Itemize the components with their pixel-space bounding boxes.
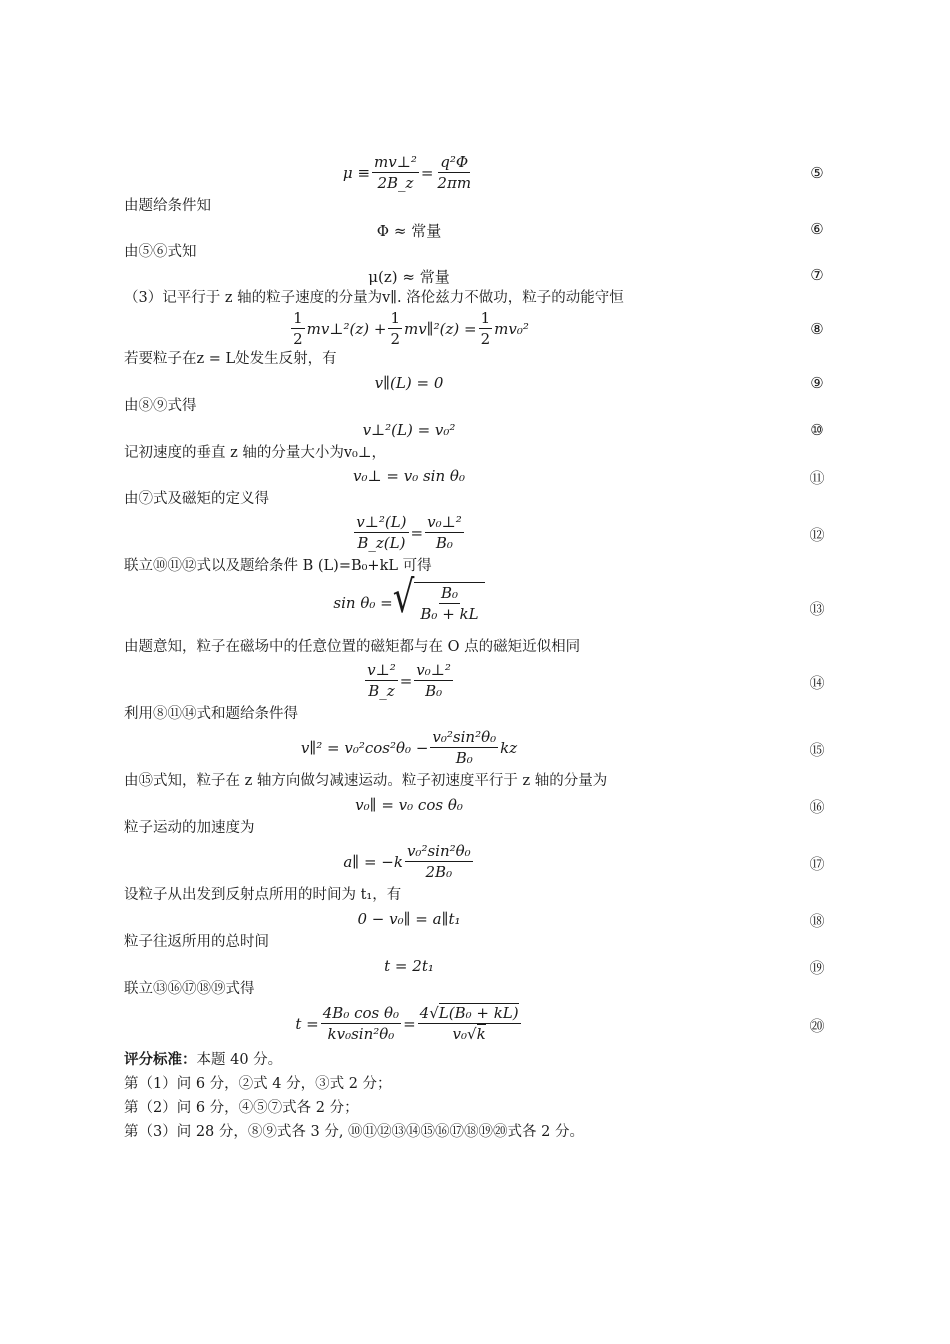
eq-number-10: ⑩ bbox=[810, 421, 824, 439]
eq6-text: Φ ≈ 常量 bbox=[376, 222, 442, 240]
eq8-half1-den: 2 bbox=[293, 330, 303, 348]
eq12-f1-den: B_z(L) bbox=[357, 534, 406, 552]
eq19-text: t = 2t₁ bbox=[384, 957, 434, 975]
equation-12 bbox=[124, 512, 694, 553]
sqrt-symbol: √ $\frac{\text{B₀}}{\text{B₀ + kL}}$ bbox=[393, 582, 485, 624]
equation-11 bbox=[124, 467, 694, 485]
text-line-9: 由题意知，粒子在磁场中的任意位置的磁矩都与在 O 点的磁矩近似相同 bbox=[124, 639, 581, 655]
eq13-num: B₀ bbox=[440, 584, 459, 602]
eq14-f2-num: v₀⊥² bbox=[416, 661, 451, 679]
text-line-5: 由⑧⑨式得 bbox=[124, 398, 197, 414]
eq10-text: v⊥²(L) = v₀² bbox=[362, 421, 456, 439]
eq14-f1-den: B_z bbox=[368, 682, 395, 700]
eq8-term1: mv⊥²(z) + bbox=[306, 319, 387, 338]
text-line-3: （3）记平行于 z 轴的粒子速度的分量为v∥. 洛伦兹力不做功，粒子的动能守恒 bbox=[124, 290, 624, 306]
eq-number-7: ⑦ bbox=[810, 266, 824, 284]
eq5-equals: = bbox=[420, 163, 434, 182]
eq-number-20: ⑳ bbox=[809, 1017, 825, 1035]
eq8-half1-num: 1 bbox=[293, 309, 303, 327]
text-line-4: 若要粒子在z = L处发生反射，有 bbox=[124, 351, 337, 367]
text-line-13: 设粒子从出发到反射点所用的时间为 t₁，有 bbox=[124, 887, 402, 903]
eq5-lhs: μ ≡ bbox=[342, 163, 371, 182]
eq16-text: v₀∥ = v₀ cos θ₀ bbox=[355, 796, 463, 814]
text-line-15: 联立⑬⑯⑰⑱⑲式得 bbox=[124, 981, 255, 997]
eq-number-13: ⑬ bbox=[809, 600, 825, 618]
eq-number-8: ⑧ bbox=[810, 320, 824, 338]
score-title: 评分标准： bbox=[124, 1051, 197, 1068]
equation-16 bbox=[124, 796, 694, 814]
eq20-f2-num-rad: L(B₀ + kL) bbox=[438, 1004, 519, 1022]
eq-number-12: ⑫ bbox=[809, 526, 825, 544]
score-line bbox=[124, 1051, 282, 1069]
eq13-den: B₀ + kL bbox=[420, 605, 479, 623]
eq-number-16: ⑯ bbox=[809, 798, 825, 816]
eq12-equals: = bbox=[410, 523, 424, 542]
eq5-frac2 bbox=[435, 152, 473, 193]
equation-17 bbox=[124, 841, 694, 882]
eq5-f1-den: 2B_z bbox=[377, 174, 414, 192]
equation-6 bbox=[124, 220, 694, 241]
score-item-2: 第（2）问 6 分，④⑤⑦式各 2 分； bbox=[124, 1100, 359, 1116]
text-line-11: 由⑮式知，粒子在 z 轴方向做匀减速运动。粒子初速度平行于 z 轴的分量为 bbox=[124, 773, 608, 789]
equation-14 bbox=[124, 660, 694, 701]
equation-13 bbox=[124, 571, 694, 624]
equation-10 bbox=[124, 421, 694, 439]
eq14-equals: = bbox=[399, 671, 413, 690]
eq20-f2-den-coef: v₀ bbox=[452, 1025, 468, 1043]
eq5-f1-num: mv⊥² bbox=[374, 153, 417, 171]
eq12-f2-num: v₀⊥² bbox=[427, 513, 462, 531]
eq15-den: B₀ bbox=[455, 749, 473, 767]
equation-18 bbox=[124, 910, 694, 928]
eq-number-11: ⑪ bbox=[809, 469, 825, 487]
eq20-equals: = bbox=[403, 1014, 416, 1033]
eq-number-17: ⑰ bbox=[809, 855, 825, 873]
eq17-lhs: a∥ = −k bbox=[343, 852, 403, 871]
eq20-f1-den: kv₀sin²θ₀ bbox=[327, 1025, 395, 1043]
text-line-2: 由⑤⑥式知 bbox=[124, 244, 197, 260]
eq15-rhs: kz bbox=[500, 738, 518, 757]
eq15-num: v₀²sin²θ₀ bbox=[432, 728, 497, 746]
eq-number-19: ⑲ bbox=[809, 959, 825, 977]
text-line-10: 利用⑧⑪⑭式和题给条件得 bbox=[124, 706, 298, 722]
eq13-lhs: sin θ₀ = bbox=[333, 594, 393, 612]
score-item-1: 第（1）问 6 分，②式 4 分，③式 2 分； bbox=[124, 1076, 392, 1092]
eq12-f2-den: B₀ bbox=[435, 534, 453, 552]
eq5-frac1 bbox=[372, 152, 419, 193]
score-text: 本题 40 分。 bbox=[196, 1052, 283, 1068]
text-line-6: 记初速度的垂直 z 轴的分量大小为v₀⊥， bbox=[124, 445, 386, 461]
eq9-text: v∥(L) = 0 bbox=[374, 374, 444, 392]
eq8-term2: mv∥²(z) = bbox=[403, 319, 477, 338]
eq17-den: 2B₀ bbox=[425, 863, 453, 881]
eq17-num: v₀²sin²θ₀ bbox=[406, 842, 471, 860]
eq8-half2-num: 1 bbox=[390, 309, 400, 327]
eq5-f2-den: 2πm bbox=[437, 174, 472, 192]
equation-7 bbox=[124, 266, 694, 287]
eq20-f1-num: 4B₀ cos θ₀ bbox=[322, 1004, 400, 1022]
eq12-f1-num: v⊥²(L) bbox=[356, 513, 407, 531]
eq15-lhs: v∥² = v₀²cos²θ₀ − bbox=[300, 738, 429, 757]
eq20-f2-den-rad: k bbox=[476, 1025, 486, 1043]
eq14-f1-num: v⊥² bbox=[367, 661, 396, 679]
equation-19 bbox=[124, 957, 694, 975]
eq-number-9: ⑨ bbox=[810, 374, 824, 392]
eq8-half2-den: 2 bbox=[390, 330, 400, 348]
equation-15 bbox=[124, 727, 694, 768]
eq-number-18: ⑱ bbox=[809, 912, 825, 930]
eq20-lhs: t = bbox=[295, 1014, 319, 1033]
eq8-half3-num: 1 bbox=[480, 309, 491, 327]
sqrt-symbol: √ bbox=[429, 1004, 439, 1022]
equation-5 bbox=[124, 152, 694, 193]
eq5-f2-num: q²Φ bbox=[440, 153, 469, 171]
score-item-3: 第（3）问 28 分，⑧⑨式各 3 分, ⑩⑪⑫⑬⑭⑮⑯⑰⑱⑲⑳式各 2 分。 bbox=[124, 1124, 584, 1140]
sqrt-symbol: √ bbox=[467, 1025, 477, 1043]
eq-number-5: ⑤ bbox=[810, 164, 824, 182]
eq11-text: v₀⊥ = v₀ sin θ₀ bbox=[353, 467, 465, 485]
text-line-14: 粒子往返所用的总时间 bbox=[124, 934, 269, 950]
equation-8 bbox=[124, 308, 694, 349]
eq-number-6: ⑥ bbox=[810, 220, 824, 238]
equation-9 bbox=[124, 374, 694, 392]
equation-20 bbox=[124, 1003, 694, 1044]
eq7-text: μ(z) ≈ 常量 bbox=[368, 268, 450, 286]
text-line-12: 粒子运动的加速度为 bbox=[124, 820, 255, 836]
eq-number-15: ⑮ bbox=[809, 741, 825, 759]
text-line-7: 由⑦式及磁矩的定义得 bbox=[124, 491, 269, 507]
text-line-8: 联立⑩⑪⑫式以及题给条件 B (L)=B₀+kL 可得 bbox=[124, 558, 432, 574]
text-line-1: 由题给条件知 bbox=[124, 198, 211, 214]
eq8-half3-den: 2 bbox=[480, 330, 491, 348]
eq8-term3: mv₀² bbox=[494, 319, 529, 338]
eq18-text: 0 − v₀∥ = a∥t₁ bbox=[357, 910, 461, 928]
eq-number-14: ⑭ bbox=[809, 674, 825, 692]
eq20-f2-num-coef: 4 bbox=[419, 1004, 430, 1022]
eq14-f2-den: B₀ bbox=[425, 682, 443, 700]
